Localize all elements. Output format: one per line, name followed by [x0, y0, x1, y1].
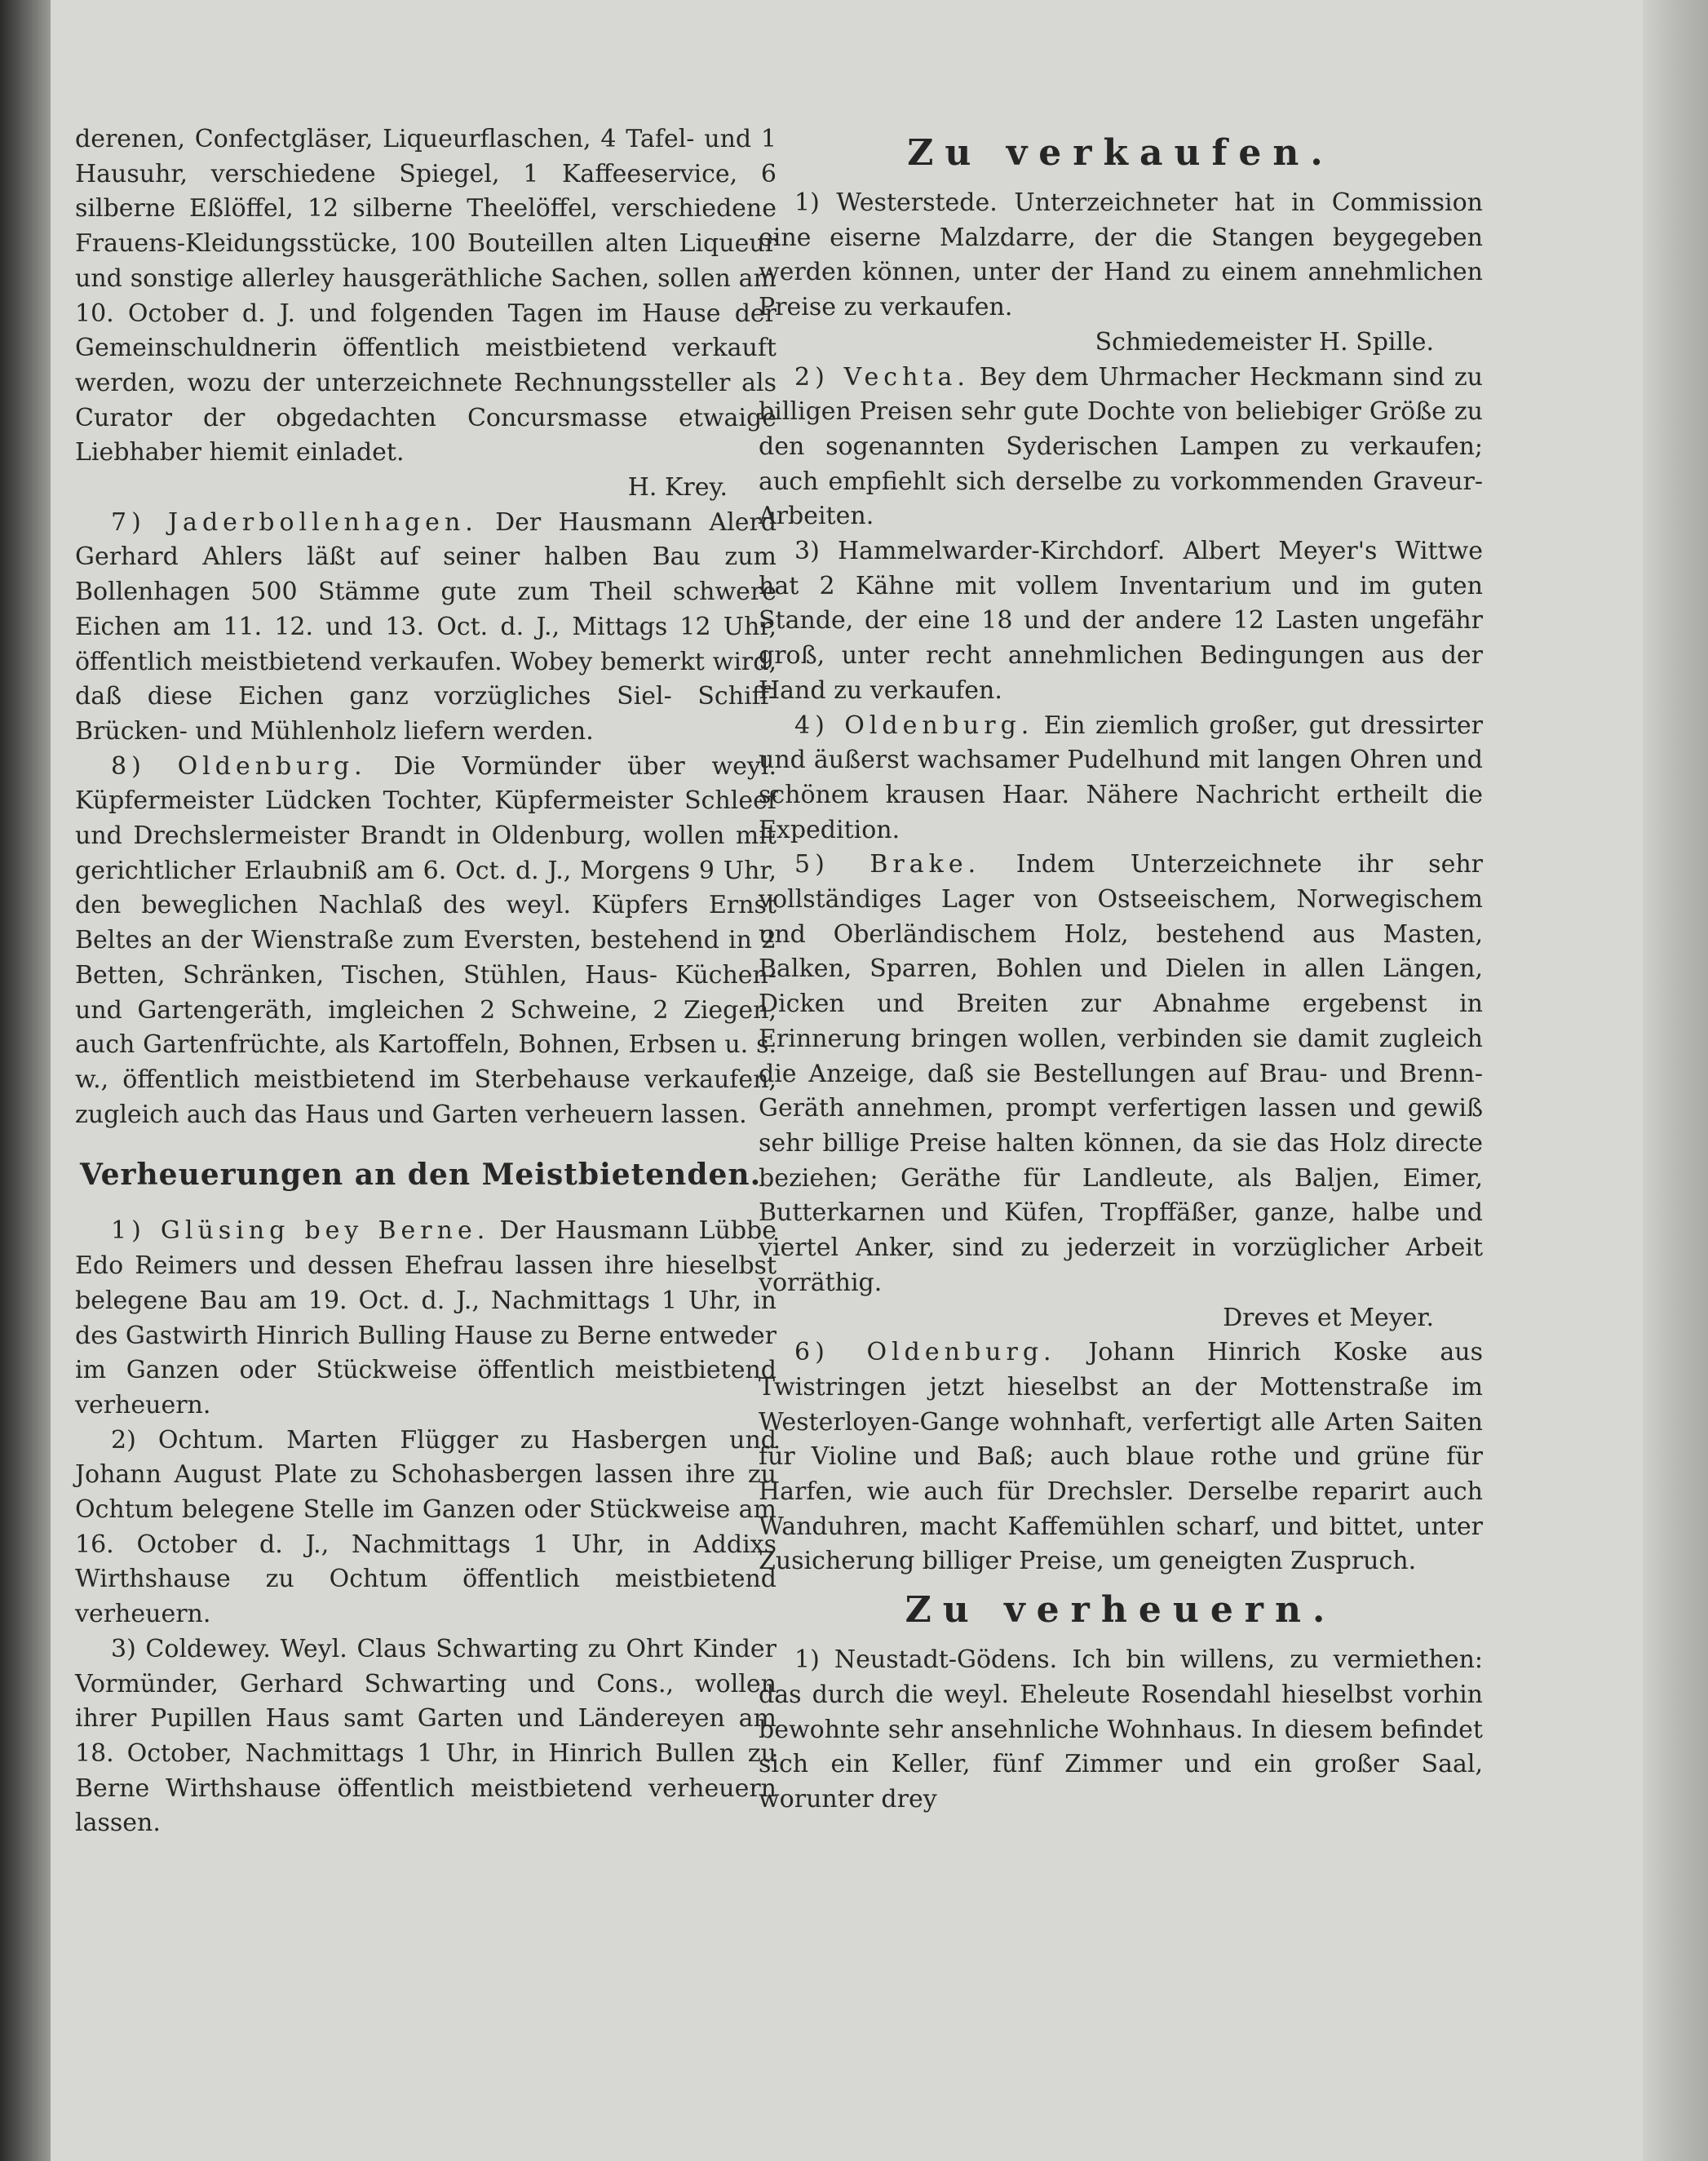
section-title-zu-verkaufen: Zu verkaufen.	[907, 132, 1334, 174]
sale-4-text: Ein ziemlich großer, gut dressirter und äußerst wachsamer Pudelhund mit langen Ohren und schönem krausen Haar. Nähere Nachricht ertheilt die Expedition.	[759, 711, 1483, 844]
sale-4	[759, 709, 1483, 848]
entry-7-text: Der Hausmann Alerd Gerhard Ahlers läßt auf seiner halben Bau zum Bollenhagen 500 Stämme gute zum Theil schwere Eichen am 11. 12. und 13. Oct. d. J., Mittags 12 Uhr, öffentlich meistbietend verkaufen. Wobey bemerkt wird, daß diese Eichen ganz vorzügliches Siel- Schiff- Brücken- und Mühlenholz liefern werden.	[75, 507, 777, 746]
entry-8-text: Die Vormünder über weyl. Küpfermeister Lüdcken Tochter, Küpfermeister Schleef und Drechslermeister Brandt in Oldenburg, wollen mit gerichtlicher Erlaubniß am 6. Oct. d. J., Morgens 9 Uhr, den beweglichen Nachlaß des weyl. Küpfers Ernst Beltes an der Wienstraße zum Eversten, bestehend in 2 Betten, Schränken, Tischen, Stühlen, Haus- Küchen- und Gartengeräth, imgleichen 2 Schweine, 2 Ziegen, auch Gartenfrüchte, als Kartoffeln, Bohnen, Erbsen u. s. w., öffentlich meistbietend im Sterbehause verkaufen, zugleich auch das Haus und Garten verheuern lassen.	[75, 751, 777, 1129]
signature-dreves-meyer: Dreves et Meyer.	[1223, 1303, 1434, 1332]
sale-1-text: Unterzeichneter hat in Commission eine eiserne Malzdarre, der die Stangen beygegeben werden können, unter der Hand zu einem annehmlichen Preise zu verkaufen.	[759, 188, 1483, 322]
sale-4-place: 4) Oldenburg.	[794, 711, 1034, 740]
signature-spille: Schmiedemeister H. Spille.	[1095, 327, 1434, 356]
sale-6-text: Johann Hinrich Koske aus Twistringen jetzt hieselbst an der Mottenstraße im Westerloyen-Gange wohnhaft, verfertigt alle Arten Saiten für Violine und Baß; auch blaue rothe und grüne für Harfen, wie auch für Drechsler. Derselbe reparirt auch Wanduhren, macht Kaffemühlen scharf, und bittet, unter Zusicherung billiger Preise, um geneigten Zuspruch.	[759, 1338, 1484, 1576]
verheuerung-3	[75, 1632, 777, 1841]
book-binding-edge	[0, 0, 51, 2161]
verheuerung-2	[75, 1424, 777, 1632]
sale-1-place: 1) Westerstede.	[794, 188, 998, 217]
sale-1	[759, 186, 1483, 325]
entry-8-place: 8) Oldenburg.	[111, 751, 367, 781]
sale-5-text: Indem Unterzeichnete ihr sehr vollständiges Lager von Ostseeischem, Norwegischem und Oberländischem Holz, bestehend aus Masten, Balken, Sparren, Bohlen und Dielen in allen Längen, Dicken und Breiten zur Abnahme ergebenst in Erinnerung bringen wollen, verbinden sie damit zugleich die Anzeige, daß sie Bestellungen auf Brau- und Brenn-Geräth annehmen, prompt verfertigen lassen und gewiß sehr billige Preise halten können, da sie das Holz directe beziehen; Geräthe für Landleute, als Baljen, Eimer, Butterkarnen und Küfen, Tropffäßer, ganze, halbe und viertel Anker, sind zu jederzeit in vorzüglicher Arbeit vorräthig.	[759, 850, 1483, 1297]
sale-6-place: 6) Oldenburg.	[794, 1338, 1056, 1367]
sale-3-text: Albert Meyer's Wittwe hat 2 Kähne mit vollem Inventarium und im guten Stande, der eine 18 und der andere 12 Lasten ungefähr groß, unter recht annehmlichen Bedingungen aus der Hand zu verkaufen.	[759, 537, 1484, 705]
entry-8	[75, 750, 777, 1133]
signature-krey: H. Krey.	[627, 473, 728, 503]
section-title-zu-verheuern: Zu verheuern.	[905, 1589, 1337, 1632]
sale-2-text: Bey dem Uhrmacher Heckmann sind zu billigen Preisen sehr gute Dochte von beliebiger Größe zu den sogenannten Syderischen Lampen zu verkaufen; auch empfiehlt sich derselbe zu vorkommenden Graveur-Arbeiten.	[759, 362, 1483, 531]
right-column	[759, 122, 1483, 1818]
verheuerung-1	[75, 1214, 777, 1423]
left-column	[75, 122, 777, 1841]
verheuerung-2-text: Marten Flügger zu Hasbergen und Johann August Plate zu Schohasbergen lassen ihre zu Ochtum belegene Stelle im Ganzen oder Stückweise am 16. October d. J., Nachmittags 1 Uhr, in Addixs Wirthshause zu Ochtum öffentlich meistbietend verheuern.	[75, 1425, 777, 1629]
rental-1	[759, 1643, 1483, 1818]
verheuerung-3-text: Weyl. Claus Schwarting zu Ohrt Kinder Vormünder, Gerhard Schwarting und Cons., wollen ihrer Pupillen Haus samt Garten und Ländereyen am 18. October, Nachmittags 1 Uhr, in Hinrich Bullen zu Berne Wirthshause öffentlich meistbietend verheuern lassen.	[75, 1634, 777, 1838]
entry-7	[75, 506, 777, 750]
verheuerung-2-place: 2) Ochtum.	[111, 1425, 265, 1455]
sale-2	[759, 361, 1483, 535]
rental-1-place: 1) Neustadt-Gödens.	[794, 1645, 1058, 1675]
rental-1-text: Ich bin willens, zu vermiethen: das durch die weyl. Eheleute Rosendahl hieselbst vorhin bewohnte sehr ansehnliche Wohnhaus. In diesem befindet sich ein Keller, fünf Zimmer und ein großer Saal, worunter drey	[759, 1645, 1484, 1813]
verheuerung-1-text: Der Hausmann Lübbe Edo Reimers und dessen Ehefrau lassen ihre hieselbst belegene Bau am 19. Oct. d. J., Nachmittags 1 Uhr, in des Gastwirth Hinrich Bulling Hause zu Berne entweder im Ganzen oder Stückweise öffentlich meistbietend verheuern.	[75, 1216, 777, 1419]
sale-3	[759, 534, 1483, 709]
sale-2-place: 2) Vechta.	[794, 362, 970, 392]
entry-7-place: 7) Jaderbollenhagen.	[111, 507, 478, 537]
auction-notice-continued: derenen, Confectgläser, Liqueurflaschen, 4 Tafel- und 1 Hausuhr, verschiedene Spiegel, 1 Kaffeeservice, 6 silberne Eßlöffel, 12 silberne Theelöffel, verschiedene Frauens-Kleidungsstücke, 100 Bouteillen alten Liqueur und sonstige allerley hausgeräthliche Sachen, sollen am 10. October d. J. und folgenden Tagen im Hause der Gemeinschuldnerin öffentlich meistbietend verkauft werden, wozu der unterzeichnete Rechnungssteller als Curator der obgedachten Concursmasse etwaige Liebhaber hiemit einladet.	[75, 125, 777, 467]
verheuerung-3-place: 3) Coldewey.	[111, 1634, 271, 1663]
section-title-verheuerungen: Verheuerungen an den Meistbietenden.	[80, 1158, 762, 1193]
verheuerung-1-place: 1) Glüsing bey Berne.	[111, 1216, 490, 1246]
sale-5	[759, 848, 1483, 1300]
sale-3-place: 3) Hammelwarder-Kirchdorf.	[794, 537, 1166, 566]
page-edge	[1643, 0, 1708, 2161]
sale-6	[759, 1335, 1483, 1579]
sale-5-place: 5) Brake.	[794, 850, 981, 879]
